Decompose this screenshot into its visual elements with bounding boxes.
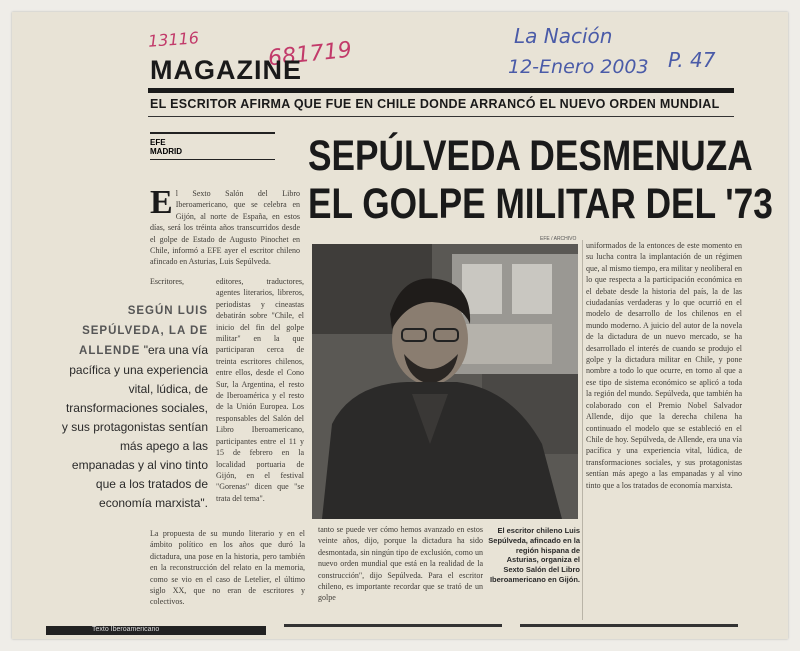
column-rule xyxy=(582,240,583,620)
byline-city: MADRID xyxy=(150,147,275,160)
dropcap: E xyxy=(150,188,173,221)
footer-label: Texto Iberoamericano xyxy=(92,626,160,633)
handwritten-archive-id: 13116 xyxy=(147,28,200,51)
footer-rule-middle xyxy=(284,624,502,627)
photo-caption: El escritor chileno Luis Sepúlveda, afincado en la región hispana de Asturias, organiza el Sexto Salón del Libro Iberoamericano en Gijón. xyxy=(488,526,580,584)
handwritten-number: 681719 xyxy=(266,37,354,72)
byline-agency: EFE xyxy=(150,132,275,147)
byline xyxy=(150,132,275,160)
body-column-right: uniformados de la entonces de este momento en su lucha contra la implantación de un régimen que, al mismo tiempo, era militar y neoliberal en lo que respecta a la participación económica en el debate desde la historia del país, la de las ciudadanías verdaderas y lo que ocurrió en el modelo de desarrollo de los chilenos en el mundo moderno. A juicio del autor de la novela de la dictadura de un nuevo mercado, se ha desarrollado el interés de cuando se produjo el golpe y la dictadura militar en Chile, y pone nombre a todo lo que ocurre, en torno al que a ese tipo de sistema económico se aplicó a toda la región del mundo. Sepúlveda, que también ha colaborado con el Premio Nobel Salvador Allende, dijo que la derecha chilena ha continuado el modelo que se estableció en el Chile de hoy. Sepúlveda, de Allende, era una vía pacífica y una experiencia vital, lúdica, de transformaciones sociales, y sus protagonistas sentían más apego a las empanadas y al vino tinto que a los tratados de economía marxista. xyxy=(586,241,742,490)
body-column-bottom-left: La propuesta de su mundo literario y en el ámbito político en los años que duró la dictadura, una pose en la historia, pero también en la reconstrucción del relato en la memoria, como se vio en el caso de Letelier, el último siglo XX, que no eran de escritores y colectivos. xyxy=(150,529,305,607)
headline-line-2: EL GOLPE MILITAR DEL '73 xyxy=(308,180,773,228)
subhead-rule xyxy=(148,116,734,117)
headline-line-1: SEPÚLVEDA DESMENUZA xyxy=(308,132,753,180)
body-column-bottom-middle: tanto se puede ver cómo hemos avanzado en estos veinte años, dijo, porque la dictadura ha sido desmontada, sin ningún tipo de exclusión, como un nuevo orden mundial que está en la realidad de la construcción", dijo Sepúlveda. Para el escritor chileno, es importante recordar que se trató de un golpe xyxy=(318,525,483,603)
pull-quote xyxy=(58,301,208,513)
pull-quote-text: "era una vía pacífica y una experiencia vital, lúdica, de transformaciones sociales, y sus protagonistas sentían más apego a las empanadas y al vino tinto que a los tratados de economía marxista". xyxy=(61,343,208,510)
pull-quote-lead: SEGÚN LUIS SEPÚLVEDA, LA DE ALLENDE xyxy=(79,305,208,357)
footer-rule-right xyxy=(520,624,738,627)
body-column-short: Escritores, xyxy=(150,277,184,286)
body-column-narrow: editores, traductores, agentes literarios, libreros, periodistas y cineastas debatirán sobre "Chile, el inicio del fin del golpe militar" en la que participaran cerca de treinta escritores chilenos, entre ellos, desde el Cono Sur, la Argentina, el resto de Iberoamérica y el resto de la Unión Europea. Los responsables del Salón del Libro Iberoamericano, participantes entre el 11 y 15 de febrero en la localidad portuaria de Gijón, en el festival "Gorenas" dicen que "se trata del tema". xyxy=(216,277,304,503)
section-title: MAGAZINE xyxy=(150,55,302,85)
handwritten-source: La Nación xyxy=(514,24,613,48)
body-intro-text: l Sexto Salón del Libro Iberoamericano, que se celebra en Gijón, al norte de España, en estos días, será los tréinta años transcurridos desde el golpe de Estado de Augusto Pinochet en Chile, informó a EFE ayer el escritor chileno afincado en Asturias, Luis Sepúlveda. xyxy=(150,189,300,267)
author-photo-image xyxy=(312,244,578,519)
section-rule xyxy=(148,88,734,93)
handwritten-page: P. 47 xyxy=(668,48,716,72)
author-photo xyxy=(312,244,578,519)
photo-credit: EFE / ARCHIVO xyxy=(540,236,577,242)
subheadline: EL ESCRITOR AFIRMA QUE FUE EN CHILE DONDE ARRANCÓ EL NUEVO ORDEN MUNDIAL xyxy=(150,97,720,111)
headline xyxy=(308,132,773,228)
handwritten-date: 12-Enero 2003 xyxy=(508,56,649,78)
body-column-intro xyxy=(150,188,300,276)
